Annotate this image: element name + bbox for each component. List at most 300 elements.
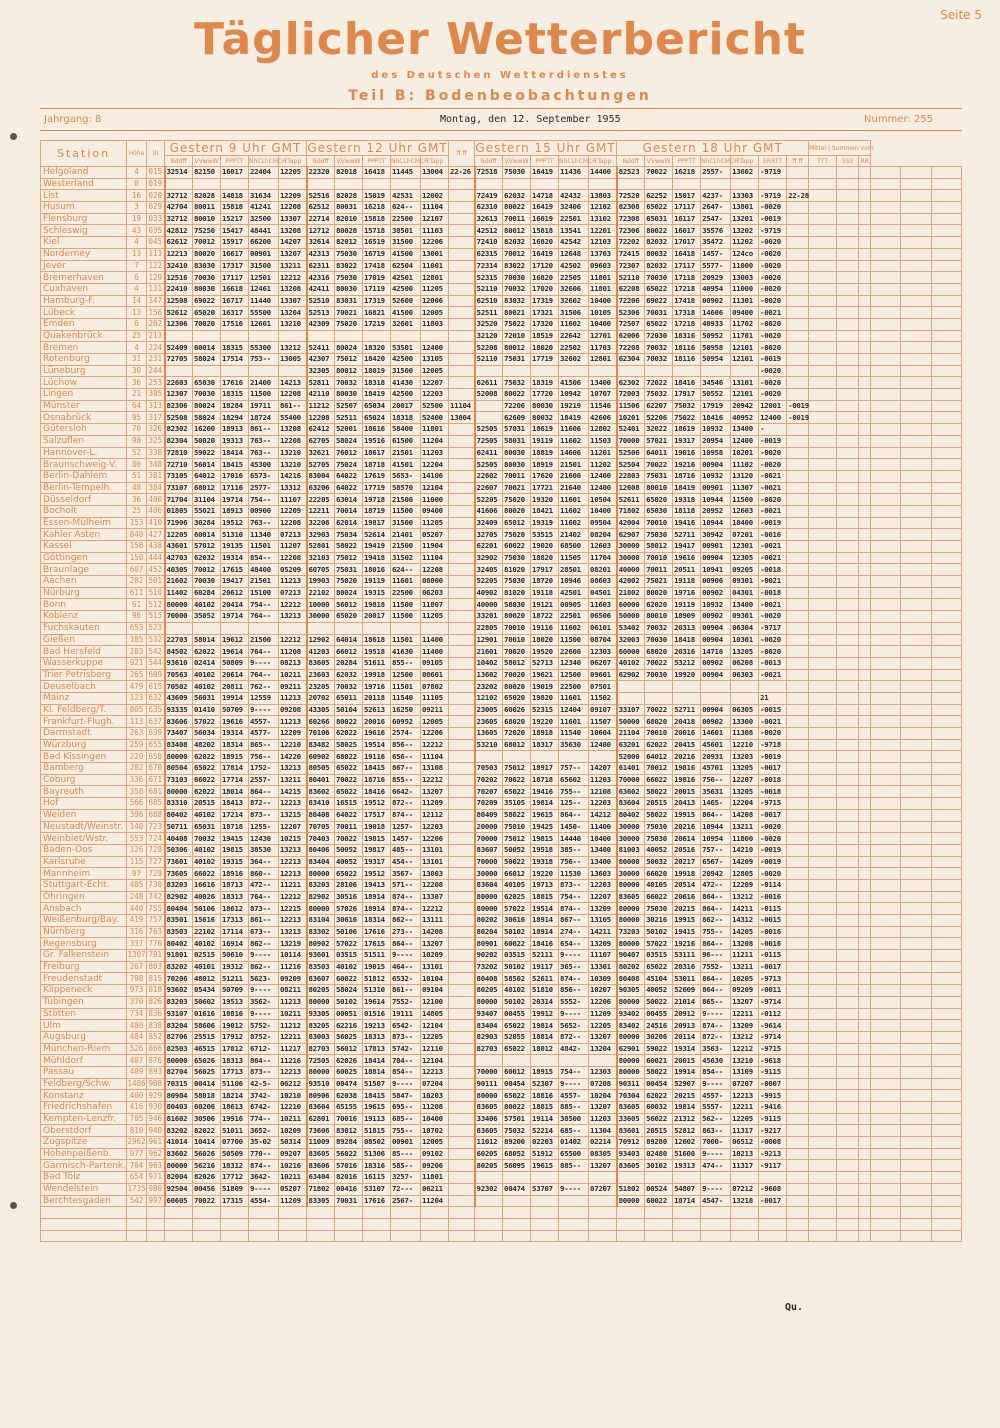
observation-cell: [503, 365, 531, 377]
observation-cell: 32602: [559, 354, 589, 366]
observation-cell: 42500: [391, 389, 421, 401]
summary-cell: [901, 833, 931, 845]
summary-cell: [931, 728, 961, 740]
observation-cell: 80022: [503, 389, 531, 401]
observation-cell: 40952: [731, 412, 759, 424]
observation-cell: 18413: [221, 798, 249, 810]
observation-cell: 30506: [193, 1113, 221, 1125]
observation-cell: 22501: [559, 611, 589, 623]
summary-cell: [901, 611, 931, 623]
observation-cell: 11211: [279, 879, 307, 891]
observation-cell: 01516: [363, 1008, 391, 1020]
observation-cell: 82150: [193, 167, 221, 179]
observation-cell: 19121: [531, 599, 559, 611]
observation-cell: 874--: [559, 903, 589, 915]
observation-cell: 52612: [165, 307, 193, 319]
observation-cell: 12209: [279, 728, 307, 740]
empty-cell: [249, 1230, 279, 1242]
observation-cell: [809, 973, 837, 985]
observation-cell: 18416: [531, 938, 559, 950]
observation-cell: 11602: [559, 622, 589, 634]
observation-cell: 873--: [391, 1031, 421, 1043]
empty-cell: [421, 1218, 449, 1230]
observation-cell: 11208: [279, 646, 307, 658]
observation-cell: [859, 1090, 871, 1102]
observation-cell: 56022: [335, 1148, 363, 1160]
observation-cell: 65022: [645, 283, 673, 295]
station-index: 724: [147, 833, 165, 845]
observation-cell: 865--: [249, 739, 279, 751]
summary-cell: [901, 915, 931, 927]
observation-cell: 50020: [193, 435, 221, 447]
observation-cell: 19820: [531, 692, 559, 704]
observation-cell: 10414: [193, 1137, 221, 1149]
summary-cell: [901, 961, 931, 973]
table-row: [41, 552, 962, 564]
station-name: Garmisch-Partenk.: [41, 1160, 127, 1172]
observation-cell: [859, 400, 871, 412]
empty-cell: [559, 1207, 589, 1219]
observation-cell: 10211: [279, 1172, 307, 1184]
summary-cell: [901, 307, 931, 319]
observation-cell: 18724: [249, 412, 279, 424]
observation-cell: [449, 330, 475, 342]
observation-cell: [787, 354, 809, 366]
observation-cell: 70000: [475, 1066, 503, 1078]
observation-cell: 80904: [165, 1090, 193, 1102]
observation-cell: 18418: [673, 634, 701, 646]
observation-cell: 864--: [701, 938, 731, 950]
station-name: Lüchow: [41, 377, 127, 389]
summary-cell: [871, 973, 901, 985]
summary-cell: [931, 868, 961, 880]
observation-cell: [859, 272, 871, 284]
observation-cell: [859, 938, 871, 950]
observation-cell: -0019: [788, 401, 809, 411]
observation-cell: 45701: [701, 763, 731, 775]
observation-cell: 62014: [335, 517, 363, 529]
observation-cell: -0017: [759, 961, 787, 973]
observation-cell: [837, 377, 859, 389]
observation-cell: 19516: [363, 435, 391, 447]
observation-cell: 10213: [731, 1148, 759, 1160]
observation-cell: 18416: [701, 412, 731, 424]
empty-cell: [901, 1230, 931, 1242]
observation-cell: 58024: [193, 412, 221, 424]
observation-cell: [837, 599, 859, 611]
summary-cell: [931, 833, 961, 845]
observation-cell: 19814: [531, 1020, 559, 1032]
observation-cell: 65022: [503, 786, 531, 798]
observation-cell: 19118: [673, 576, 701, 588]
observation-cell: [279, 365, 307, 377]
observation-cell: 70030: [193, 272, 221, 284]
column-header: Nddff: [165, 156, 193, 167]
observation-cell: 19418: [363, 552, 391, 564]
observation-cell: [449, 938, 475, 950]
observation-cell: 11001: [421, 260, 449, 272]
observation-cell: 11203: [421, 447, 449, 459]
station-name: Bamberg: [41, 763, 127, 775]
summary-cell: [931, 318, 961, 330]
observation-cell: 80031: [335, 202, 363, 214]
observation-cell: -0020: [759, 389, 787, 401]
observation-cell: [449, 1020, 475, 1032]
observation-cell: 6642-: [391, 786, 421, 798]
observation-cell: 82903: [475, 1031, 503, 1043]
observation-cell: 19416: [673, 517, 701, 529]
table-row: [41, 774, 962, 786]
observation-cell: 89284: [335, 1137, 363, 1149]
observation-cell: [809, 716, 837, 728]
summary-cell: [871, 248, 901, 260]
observation-cell: 12006: [421, 295, 449, 307]
observation-cell: 10944: [701, 517, 731, 529]
observation-cell: -0020: [759, 272, 787, 284]
observation-cell: -0020: [759, 283, 787, 295]
summary-cell: [901, 272, 931, 284]
report-title: Täglicher Wetterbericht: [193, 14, 807, 65]
station-name: Wasserkuppe: [41, 657, 127, 669]
observation-cell: [449, 541, 475, 553]
observation-cell: 75024: [335, 459, 363, 471]
station-height: 52: [127, 447, 147, 459]
observation-cell: 20015: [673, 1055, 701, 1067]
empty-cell: [449, 1207, 475, 1219]
observation-cell: 09205: [731, 564, 759, 576]
observation-cell: 40933: [701, 318, 731, 330]
station-name: Würzburg: [41, 739, 127, 751]
observation-cell: 42316: [307, 272, 335, 284]
observation-cell: 19518: [531, 844, 559, 856]
observation-cell: 23205: [307, 681, 335, 693]
observation-cell: 42307: [307, 354, 335, 366]
station-index: 244: [147, 365, 165, 377]
observation-cell: 6573-: [249, 470, 279, 482]
observation-cell: 18312: [221, 1160, 249, 1172]
observation-cell: 20215: [673, 903, 701, 915]
observation-cell: 82018: [335, 167, 363, 179]
table-row: [41, 879, 962, 891]
station-index: 020: [147, 190, 165, 202]
observation-cell: 12712: [307, 225, 335, 237]
observation-cell: 18618: [363, 634, 391, 646]
summary-cell: [931, 763, 961, 775]
observation-cell: [859, 225, 871, 237]
observation-cell: 18294: [221, 412, 249, 424]
observation-cell: [559, 1055, 589, 1067]
observation-cell: 69022: [645, 295, 673, 307]
observation-cell: [859, 1148, 871, 1160]
observation-cell: [859, 283, 871, 295]
observation-cell: 42002: [617, 576, 645, 588]
observation-cell: 80030: [531, 400, 559, 412]
observation-cell: 17814: [221, 763, 249, 775]
observation-cell: 80000: [475, 1090, 503, 1102]
summary-cell: [901, 330, 931, 342]
observation-cell: 53707: [531, 1183, 559, 1195]
observation-cell: 40102: [193, 681, 221, 693]
station-index: 838: [147, 1020, 165, 1032]
observation-cell: 62504: [391, 260, 421, 272]
summary-cell: [931, 237, 961, 249]
observation-cell: 11602: [559, 435, 589, 447]
observation-cell: [617, 1172, 645, 1184]
observation-cell: 14207: [589, 763, 617, 775]
observation-cell: 83003: [307, 1031, 335, 1043]
observation-cell: 863--: [701, 1125, 731, 1137]
observation-cell: 16218: [673, 167, 701, 179]
summary-cell: [901, 1066, 931, 1078]
observation-cell: 53402: [617, 622, 645, 634]
observation-cell: -0020: [759, 295, 787, 307]
table-row: [41, 996, 962, 1008]
observation-cell: 14312: [731, 915, 759, 927]
observation-cell: 80022: [503, 202, 531, 214]
observation-cell: 75031: [645, 470, 673, 482]
observation-cell: 80030: [503, 459, 531, 471]
observation-cell: 80000: [307, 996, 335, 1008]
observation-cell: 80010: [645, 611, 673, 623]
observation-cell: 10209: [279, 1125, 307, 1137]
observation-cell: 40026: [193, 891, 221, 903]
summary-cell: [871, 786, 901, 798]
observation-cell: 11701: [731, 330, 759, 342]
observation-cell: [787, 505, 809, 517]
observation-cell: 82302: [165, 424, 193, 436]
observation-cell: 11207: [279, 541, 307, 553]
observation-cell: 12306: [165, 318, 193, 330]
station-name: Gr. Falkenstein: [41, 950, 127, 962]
observation-cell: 125--: [559, 798, 589, 810]
observation-cell: 16515: [335, 798, 363, 810]
observation-cell: 52609: [673, 985, 701, 997]
observation-cell: 654--: [559, 938, 589, 950]
summary-cell: [871, 1137, 901, 1149]
observation-cell: 12211: [307, 505, 335, 517]
observation-cell: 11216: [279, 961, 307, 973]
observation-cell: 4557-: [559, 1090, 589, 1102]
observation-cell: [859, 763, 871, 775]
observation-cell: 32902: [475, 552, 503, 564]
observation-cell: 52801: [307, 541, 335, 553]
observation-cell: [787, 786, 809, 798]
station-name: Weinbiet/Wstr.: [41, 833, 127, 845]
observation-cell: 80406: [307, 844, 335, 856]
observation-cell: 11506: [617, 400, 645, 412]
observation-cell: 73407: [165, 728, 193, 740]
observation-cell: 18317: [531, 739, 559, 751]
observation-cell: 17117: [673, 260, 701, 272]
observation-cell: 18613: [221, 1102, 249, 1114]
station-name: Braunlage: [41, 564, 127, 576]
empty-cell: [147, 1207, 165, 1219]
observation-cell: 52409: [165, 342, 193, 354]
observation-cell: 14440: [559, 833, 589, 845]
observation-cell: 14211: [589, 926, 617, 938]
observation-cell: [787, 494, 809, 506]
observation-cell: [787, 167, 809, 179]
observation-cell: 273--: [391, 926, 421, 938]
observation-cell: 12005: [421, 1137, 449, 1149]
summary-cell: [931, 272, 961, 284]
observation-cell: 18716: [363, 774, 391, 786]
observation-cell: [449, 389, 475, 401]
observation-cell: 32022: [645, 424, 673, 436]
observation-cell: 70207: [475, 786, 503, 798]
table-row: [41, 1172, 962, 1184]
observation-cell: [559, 365, 589, 377]
observation-cell: 13801: [731, 202, 759, 214]
observation-cell: 32601: [391, 318, 421, 330]
observation-cell: 12340: [559, 657, 589, 669]
summary-cell: [931, 786, 961, 798]
observation-cell: 52907: [673, 1078, 701, 1090]
observation-cell: 10309: [589, 973, 617, 985]
observation-cell: 80205: [307, 985, 335, 997]
observation-cell: 72520: [617, 190, 645, 202]
observation-cell: 70012: [645, 763, 673, 775]
observation-cell: 14718: [531, 190, 559, 202]
observation-cell: 63602: [617, 786, 645, 798]
observation-cell: 11212: [307, 400, 335, 412]
station-height: 126: [127, 844, 147, 856]
observation-cell: 80000: [307, 868, 335, 880]
observation-cell: 12305: [731, 552, 759, 564]
observation-cell: -9713: [759, 973, 787, 985]
summary-cell: [931, 961, 961, 973]
observation-cell: 13101: [421, 844, 449, 856]
station-index: 542: [147, 646, 165, 658]
observation-cell: 30000: [617, 868, 645, 880]
column-header: Nddff: [617, 156, 645, 167]
observation-cell: [701, 365, 731, 377]
observation-cell: 10958: [701, 447, 731, 459]
observation-cell: 12602: [673, 1137, 701, 1149]
observation-cell: [673, 365, 701, 377]
observation-cell: [307, 330, 335, 342]
observation-cell: 42531: [391, 190, 421, 202]
observation-cell: 28106: [335, 879, 363, 891]
summary-cell: [871, 190, 901, 202]
observation-cell: 19716: [673, 587, 701, 599]
observation-cell: [363, 178, 391, 190]
observation-cell: [193, 365, 221, 377]
observation-cell: 12107: [421, 213, 449, 225]
observation-cell: 19518: [363, 646, 391, 658]
observation-cell: 17116: [221, 482, 249, 494]
observation-cell: 80024: [335, 342, 363, 354]
observation-cell: [859, 903, 871, 915]
observation-cell: 66012: [503, 868, 531, 880]
observation-cell: 685--: [559, 1125, 589, 1137]
observation-cell: 80030: [335, 283, 363, 295]
observation-cell: 75032: [503, 377, 531, 389]
observation-cell: 62510: [475, 295, 503, 307]
table-row: [41, 985, 962, 997]
empty-cell: [307, 1230, 335, 1242]
observation-cell: 21802: [617, 587, 645, 599]
observation-cell: 12005: [421, 716, 449, 728]
observation-cell: 83012: [335, 1125, 363, 1137]
observation-cell: 624--: [391, 202, 421, 214]
observation-cell: [859, 926, 871, 938]
observation-cell: 19716: [363, 681, 391, 693]
observation-cell: 83203: [165, 879, 193, 891]
observation-cell: 65034: [363, 400, 391, 412]
observation-cell: 11107: [279, 494, 307, 506]
observation-cell: 83202: [165, 1125, 193, 1137]
empty-cell: [673, 1230, 701, 1242]
station-name: Zugspitze: [41, 1137, 127, 1149]
observation-cell: 70912: [617, 1137, 645, 1149]
summary-cell: [901, 938, 931, 950]
observation-cell: 02414: [193, 657, 221, 669]
observation-cell: 09102: [421, 1148, 449, 1160]
issue-number: Nummer: 255: [864, 114, 934, 125]
observation-cell: 35472: [701, 237, 731, 249]
observation-cell: [809, 225, 837, 237]
observation-cell: [787, 587, 809, 599]
observation-cell: 12204: [731, 798, 759, 810]
observation-cell: 20313: [673, 622, 701, 634]
empty-row: [41, 1230, 962, 1242]
station-index: 836: [147, 1008, 165, 1020]
observation-cell: 31506: [559, 307, 589, 319]
observation-cell: [787, 961, 809, 973]
observation-cell: 80000: [475, 891, 503, 903]
observation-cell: 42606: [589, 412, 617, 424]
observation-cell: [787, 202, 809, 214]
observation-cell: 11807: [421, 599, 449, 611]
summary-cell: [931, 459, 961, 471]
observation-cell: [837, 622, 859, 634]
observation-cell: 83503: [165, 926, 193, 938]
observation-cell: 80000: [617, 879, 645, 891]
observation-cell: 80000: [165, 599, 193, 611]
observation-cell: 861--: [391, 985, 421, 997]
summary-cell: [931, 342, 961, 354]
observation-cell: 867--: [559, 915, 589, 927]
observation-cell: 62609: [503, 412, 531, 424]
observation-cell: 60266: [307, 716, 335, 728]
observation-cell: 17418: [363, 260, 391, 272]
observation-cell: 17615: [221, 564, 249, 576]
observation-cell: 52511: [475, 307, 503, 319]
observation-cell: 12213: [279, 856, 307, 868]
table-row: [41, 283, 962, 295]
observation-cell: -0020: [759, 833, 787, 845]
observation-cell: 05434: [193, 985, 221, 997]
observation-cell: 83402: [617, 1020, 645, 1032]
observation-cell: 52611: [617, 494, 645, 506]
observation-cell: [787, 318, 809, 330]
observation-cell: -9217: [759, 1125, 787, 1137]
observation-cell: [391, 330, 421, 342]
summary-cell: [871, 739, 901, 751]
observation-cell: 50102: [335, 996, 363, 1008]
observation-cell: 00902: [701, 295, 731, 307]
station-index: 122: [147, 260, 165, 272]
observation-cell: 65030: [645, 505, 673, 517]
observation-cell: 12104: [421, 1055, 449, 1067]
observation-cell: 12210: [279, 739, 307, 751]
station-index: 971: [147, 1172, 165, 1184]
observation-cell: [809, 1172, 837, 1184]
observation-cell: 58022: [645, 1066, 673, 1078]
observation-cell: [809, 798, 837, 810]
observation-cell: 53011: [673, 973, 701, 985]
